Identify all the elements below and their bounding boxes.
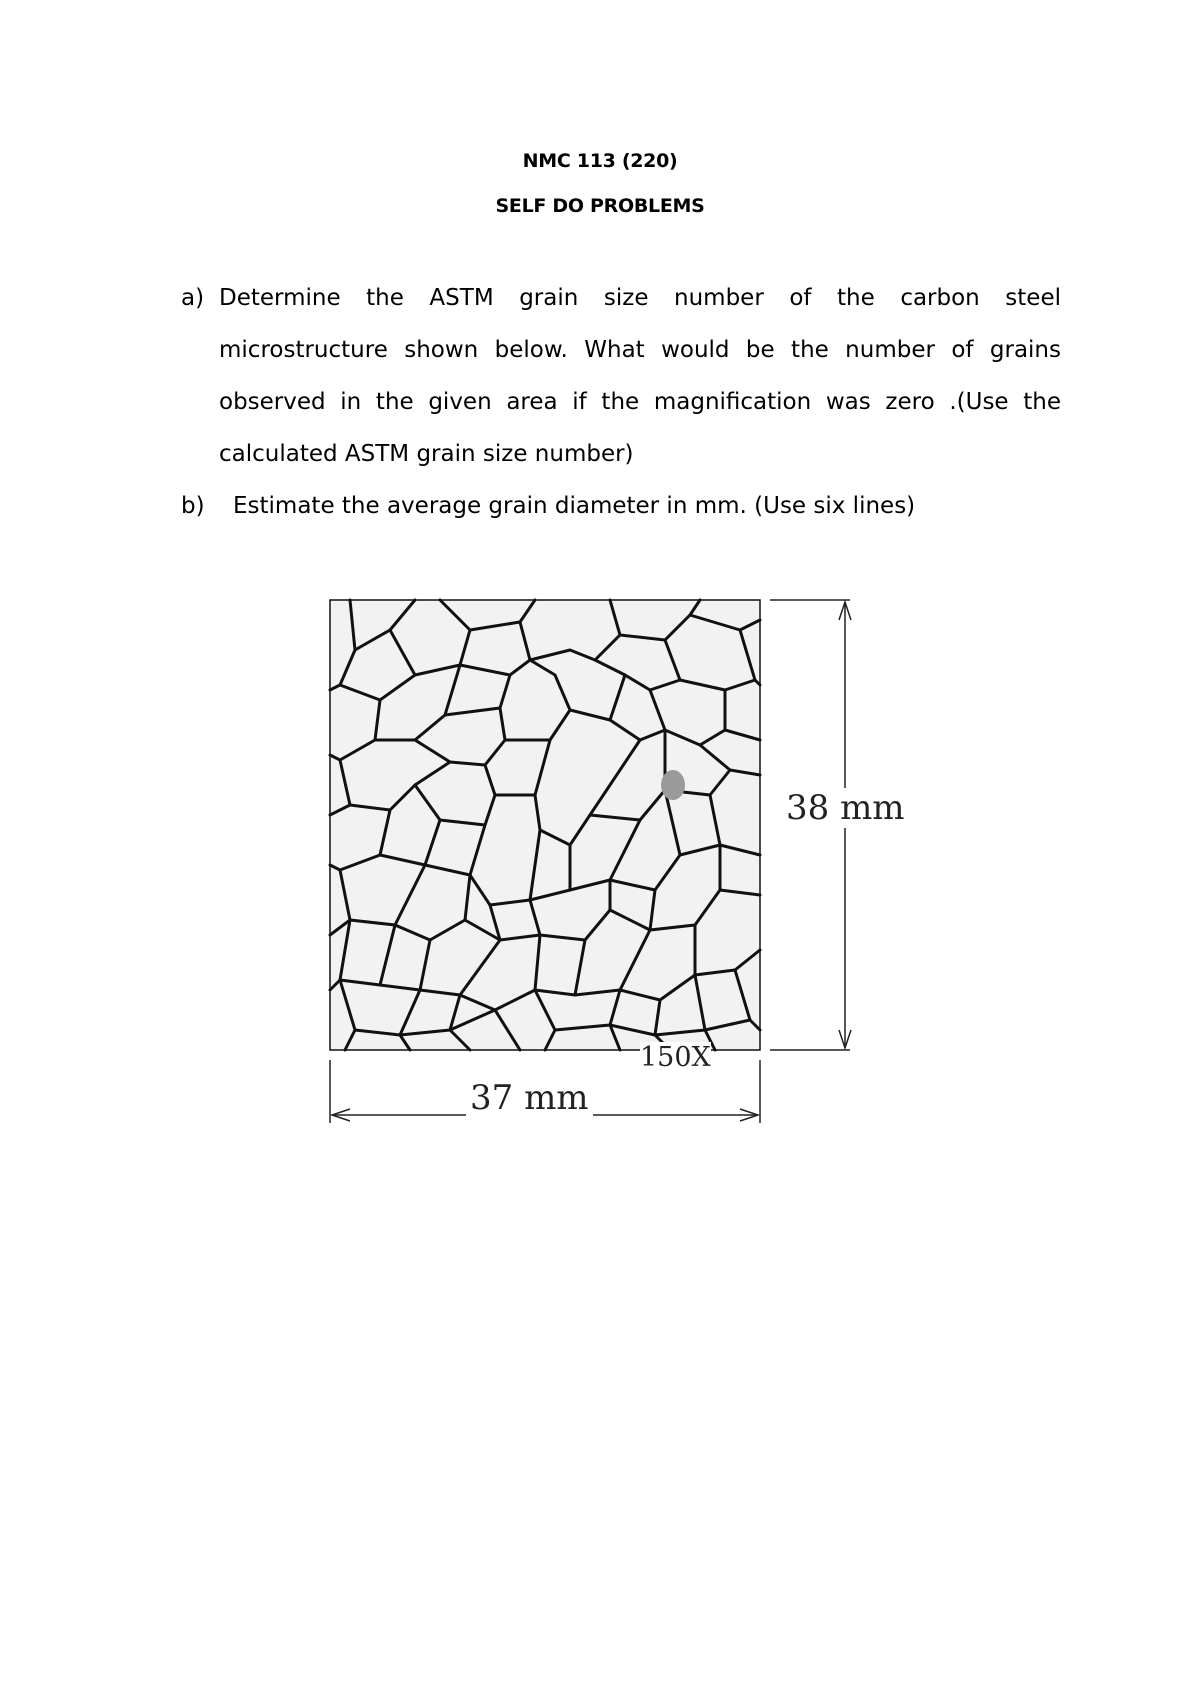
figure-drawing bbox=[320, 590, 920, 1130]
question-b-text: Estimate the average grain diameter in mm. (Use six lines) bbox=[233, 493, 916, 519]
course-code: NMC 113 (220) bbox=[522, 150, 678, 172]
magnification-label: 150X bbox=[640, 1042, 711, 1073]
microstructure-figure bbox=[320, 590, 920, 1130]
dark-inclusion bbox=[661, 770, 685, 800]
sheet-title: SELF DO PROBLEMS bbox=[495, 195, 705, 217]
question-b bbox=[181, 480, 1061, 532]
question-b-marker: b) bbox=[181, 493, 205, 519]
question-a-marker: a) bbox=[181, 285, 205, 311]
question-a-text: Determine the ASTM grain size number of the carbon steel microstructure shown below. What would be the number of grains observed in the given area if the magnification was zero .(Use the calculated ASTM grain size number) bbox=[219, 285, 1061, 467]
height-dimension-label: 38 mm bbox=[782, 788, 909, 828]
question-a bbox=[181, 272, 1061, 480]
width-dimension-label: 37 mm bbox=[466, 1078, 593, 1118]
